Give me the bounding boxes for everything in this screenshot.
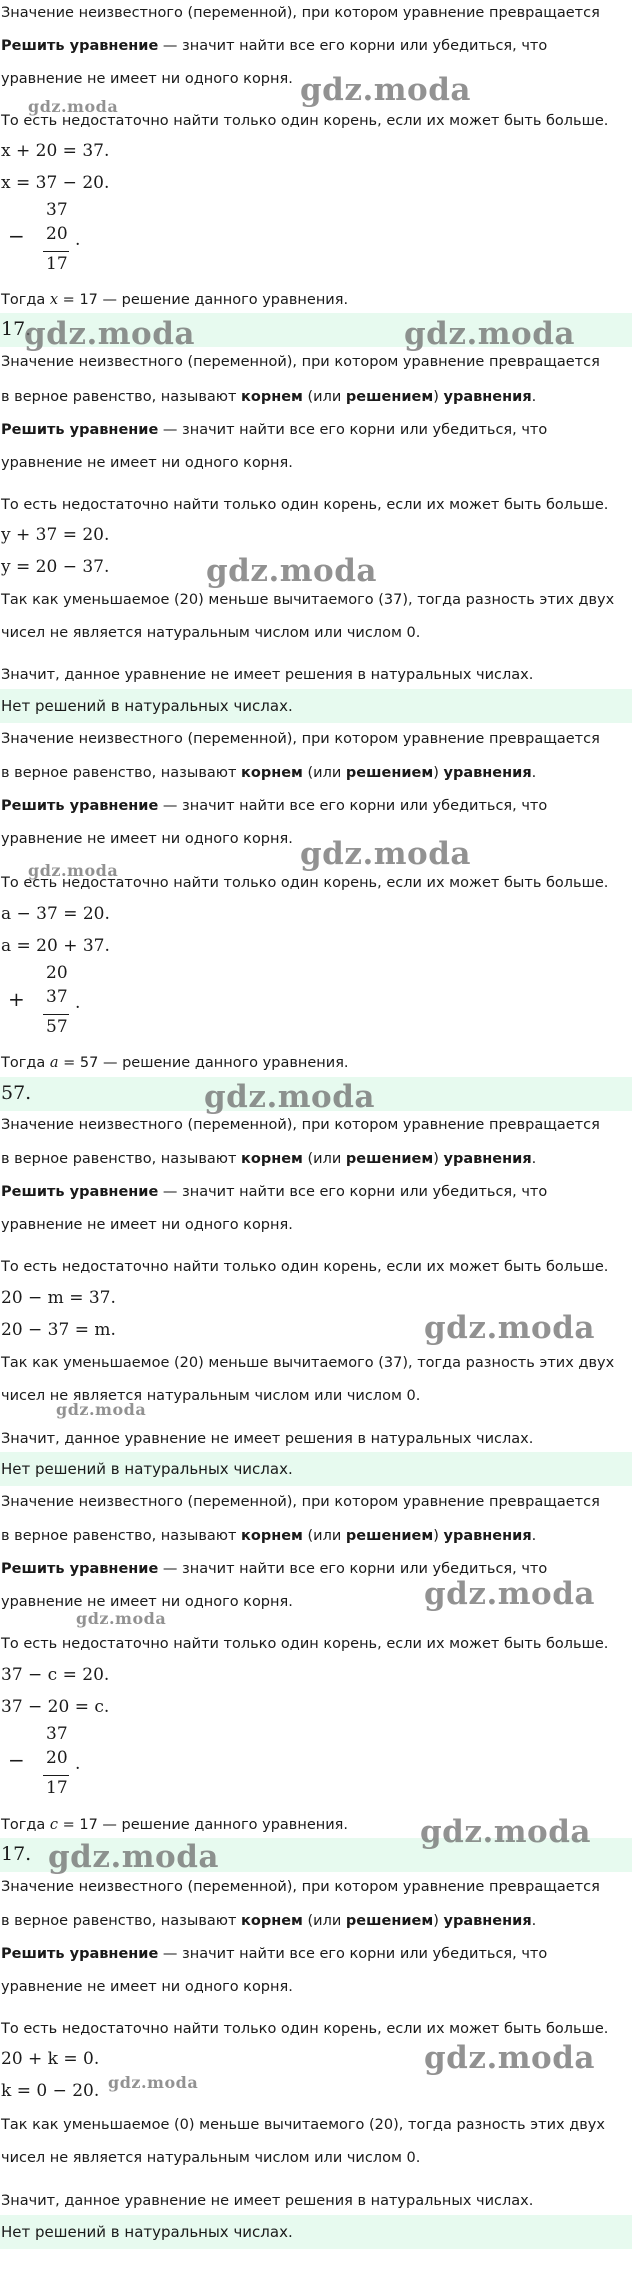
minuend-explanation: Так как уменьшаемое (20) меньше вычитаемого (37), тогда разность этих двух (1, 1355, 615, 1371)
definition-line: Значение неизвестного (переменной), при котором уравнение превращается (1, 1879, 600, 1895)
equation-transformed: y = 20 − 37. (1, 557, 110, 577)
watermark: gdz.moda (108, 2073, 199, 2092)
watermark: gdz.moda (56, 1400, 147, 1419)
solve-definition-line: Решить уравнение — значит найти все его корни или убедиться, что (1, 1561, 548, 1577)
solve-definition-line: Решить уравнение — значит найти все его корни или убедиться, что (1, 422, 548, 438)
solution-statement: Тогда x = 17 — решение данного уравнения. (1, 292, 349, 308)
no-roots-line: уравнение не имеет ни одного корня. (1, 831, 293, 847)
watermark: gdz.moda (76, 1609, 167, 1628)
solution-statement: Тогда c = 17 — решение данного уравнения. (1, 1817, 348, 1833)
watermark: gdz.moda (24, 316, 195, 352)
no-roots-line: уравнение не имеет ни одного корня. (1, 1594, 293, 1610)
watermark: gdz.moda (300, 836, 471, 872)
no-solution-line: Значит, данное уравнение не имеет решения в натуральных числах. (1, 1431, 534, 1447)
no-roots-line: уравнение не имеет ни одного корня. (1, 1979, 293, 1995)
watermark: gdz.moda (300, 72, 471, 108)
watermark: gdz.moda (48, 1839, 219, 1875)
no-solution-line: Значит, данное уравнение не имеет решения в натуральных числах. (1, 2193, 534, 2209)
no-roots-line: уравнение не имеет ни одного корня. (1, 455, 293, 471)
solve-definition-line: Решить уравнение — значит найти все его корни или убедиться, что (1, 38, 548, 54)
watermark: gdz.moda (206, 553, 377, 589)
no-roots-line: уравнение не имеет ни одного корня. (1, 1217, 293, 1233)
definition-line: Значение неизвестного (переменной), при котором уравнение превращается (1, 1117, 600, 1133)
equation-transformed: 20 − 37 = m. (1, 1320, 116, 1340)
one-root-line: То есть недостаточно найти только один корень, если их может быть больше. (1, 1259, 609, 1275)
definition-line: Значение неизвестного (переменной), при котором уравнение превращается (1, 1494, 600, 1510)
solve-definition-line: Решить уравнение — значит найти все его корни или убедиться, что (1, 798, 548, 814)
no-solution-line: Значит, данное уравнение не имеет решения в натуральных числах. (1, 667, 534, 683)
watermark: gdz.moda (424, 1576, 595, 1612)
equation: x + 20 = 37. (1, 141, 110, 161)
answer-box: 17. (0, 313, 632, 347)
one-root-line: То есть недостаточно найти только один корень, если их может быть больше. (1, 497, 609, 513)
watermark: gdz.moda (404, 316, 575, 352)
one-root-line: То есть недостаточно найти только один корень, если их может быть больше. (1, 1636, 609, 1652)
watermark: gdz.moda (420, 1814, 591, 1850)
equation-transformed: k = 0 − 20. (1, 2081, 100, 2101)
equation: 20 − m = 37. (1, 1288, 116, 1308)
one-root-line: То есть недостаточно найти только один корень, если их может быть больше. (1, 875, 609, 891)
watermark: gdz.moda (424, 2040, 595, 2076)
one-root-line: То есть недостаточно найти только один корень, если их может быть больше. (1, 113, 609, 129)
equation: 20 + k = 0. (1, 2049, 100, 2069)
one-root-line: То есть недостаточно найти только один корень, если их может быть больше. (1, 2021, 609, 2037)
answer-box: Нет решений в натуральных числах. (0, 1452, 632, 1486)
equation-transformed: a = 20 + 37. (1, 936, 110, 956)
minuend-explanation: Так как уменьшаемое (20) меньше вычитаемого (37), тогда разность этих двух (1, 592, 615, 608)
not-natural-line: чисел не является натуральным числом или числом 0. (1, 2150, 421, 2166)
definition-line-2: в верное равенство, называют корнем (или решением) уравнения. (1, 389, 537, 405)
definition-line: Значение неизвестного (переменной), при котором уравнение превращается (1, 354, 600, 370)
equation: a − 37 = 20. (1, 904, 110, 924)
answer-box: Нет решений в натуральных числах. (0, 689, 632, 723)
equation: 37 − c = 20. (1, 1665, 110, 1685)
equation: y + 37 = 20. (1, 525, 110, 545)
column-arithmetic: − 37 20 17 . (8, 1724, 81, 1798)
answer-box: 17. (0, 1838, 632, 1872)
not-natural-line: чисел не является натуральным числом или числом 0. (1, 625, 421, 641)
watermark: gdz.moda (424, 1310, 595, 1346)
watermark: gdz.moda (204, 1079, 375, 1115)
minuend-explanation: Так как уменьшаемое (0) меньше вычитаемого (20), тогда разность этих двух (1, 2117, 605, 2133)
answer-box: 57. (0, 1077, 632, 1111)
not-natural-line: чисел не является натуральным числом или числом 0. (1, 1388, 421, 1404)
no-roots-line: уравнение не имеет ни одного корня. (1, 71, 293, 87)
watermark: gdz.moda (28, 861, 119, 880)
definition-line-2: в верное равенство, называют корнем (или решением) уравнения. (1, 1528, 537, 1544)
solve-definition-line: Решить уравнение — значит найти все его корни или убедиться, что (1, 1946, 548, 1962)
equation-transformed: x = 37 − 20. (1, 173, 110, 193)
column-arithmetic: + 20 37 57 . (8, 963, 81, 1037)
watermark: gdz.moda (28, 97, 119, 116)
solve-definition-line: Решить уравнение — значит найти все его корни или убедиться, что (1, 1184, 548, 1200)
answer-box: Нет решений в натуральных числах. (0, 2215, 632, 2249)
definition-line-2: в верное равенство, называют корнем (или решением) уравнения. (1, 765, 537, 781)
equation-transformed: 37 − 20 = c. (1, 1697, 110, 1717)
solution-statement: Тогда a = 57 — решение данного уравнения. (1, 1055, 349, 1071)
definition-line-2: в верное равенство, называют корнем (или решением) уравнения. (1, 1151, 537, 1167)
definition-line-2: в верное равенство, называют корнем (или решением) уравнения. (1, 1913, 537, 1929)
definition-line: Значение неизвестного (переменной), при котором уравнение превращается (1, 5, 600, 21)
definition-line: Значение неизвестного (переменной), при котором уравнение превращается (1, 731, 600, 747)
column-arithmetic: − 37 20 17 . (8, 200, 81, 274)
